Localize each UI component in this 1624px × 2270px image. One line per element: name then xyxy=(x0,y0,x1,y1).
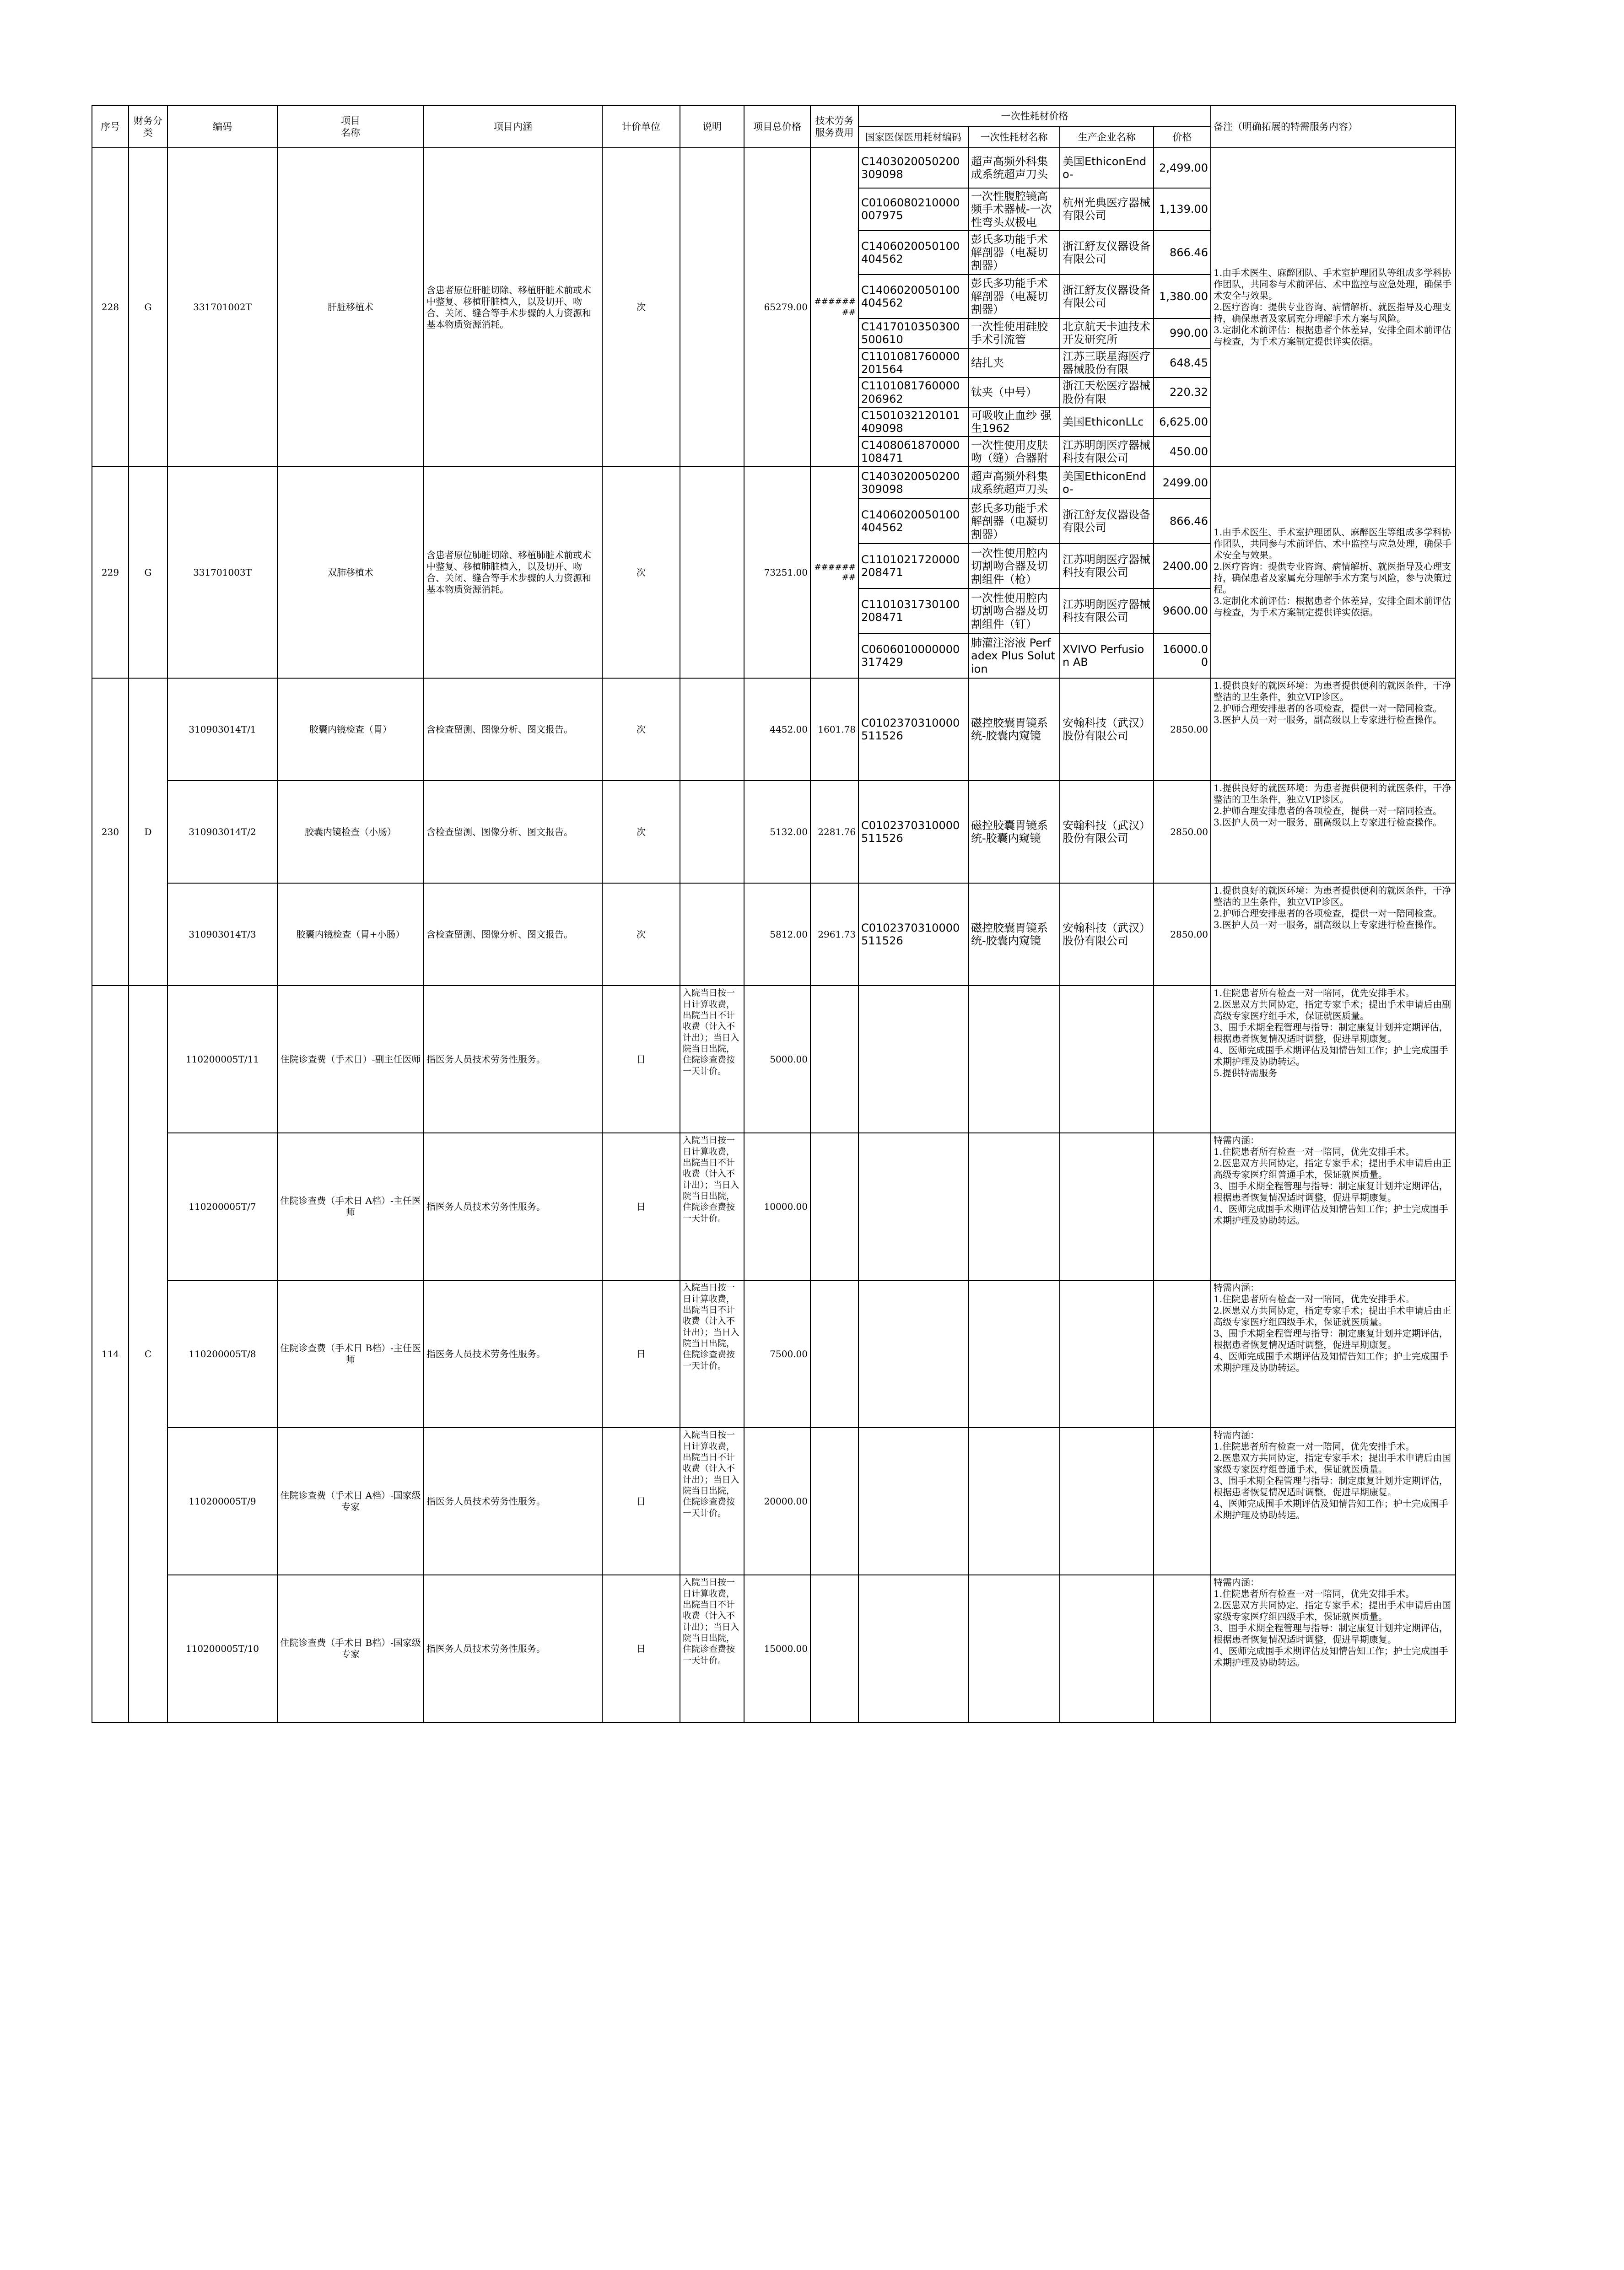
consumable-price: 2850.00 xyxy=(1154,781,1211,883)
table-row xyxy=(92,1428,1456,1575)
table-row xyxy=(92,1133,1456,1280)
consumable-maker xyxy=(1060,1133,1154,1280)
consumable-maker xyxy=(1060,1428,1154,1575)
consumable-maker: 江苏明朗医疗器械科技有限公司 xyxy=(1060,437,1154,467)
consumable-code: C1101081760000201564 xyxy=(858,348,968,378)
consumable-maker: 杭州光典医疗器械有限公司 xyxy=(1060,188,1154,231)
row-remark: 1.提供良好的就医环境：为患者提供便利的就医条件，干净整洁的卫生条件，独立VIP诊区。 2.护师合理安排患者的各项检查，提供一对一陪同检查。 3.医护人员一对一服务，副高级以上专家进行检查操作。 xyxy=(1211,781,1456,883)
row-remark: 1.住院患者所有检查一对一陪同，优先安排手术。 2.医患双方共同协定，指定专家手术；提出手术申请后由副高级专家医疗组手术，保证就医质量。 3、围手术期全程管理与指导：制定康复计划并定期评估，根据患者恢复情况适时调整，促进早期康复。 4、医师完成围手术期评估及知情告知工作；护士完成围手术期护理及协助转运。 5.提供特需服务 xyxy=(1211,986,1456,1133)
consumable-maker: XVIVO Perfusion AB xyxy=(1060,633,1154,678)
row-total-price: 65279.00 xyxy=(744,148,810,467)
consumable-code: C1417010350300500610 xyxy=(858,318,968,348)
consumable-maker: 美国EthiconLLc xyxy=(1060,407,1154,437)
consumable-price xyxy=(1154,1133,1211,1280)
row-total-price: 20000.00 xyxy=(744,1428,810,1575)
consumable-name: 结扎夹 xyxy=(968,348,1060,378)
header-finance-category: 财务分类 xyxy=(129,106,167,148)
row-note: 入院当日按一日计算收费，出院当日不计收费（计入不计出）；当日入院当日出院，住院诊查费按一天计价。 xyxy=(680,1575,744,1722)
consumable-name xyxy=(968,1133,1060,1280)
consumable-price: 450.00 xyxy=(1154,437,1211,467)
consumable-price: 1,139.00 xyxy=(1154,188,1211,231)
row-item-name: 住院诊查费（手术日 B档）-国家级专家 xyxy=(277,1575,424,1722)
row-note: 入院当日按一日计算收费，出院当日不计收费（计入不计出）；当日入院当日出院，住院诊查费按一天计价。 xyxy=(680,986,744,1133)
row-note: 入院当日按一日计算收费，出院当日不计收费（计入不计出）；当日入院当日出院，住院诊查费按一天计价。 xyxy=(680,1428,744,1575)
row-seq: 114 xyxy=(92,986,129,1722)
consumable-code: C0102370310000511526 xyxy=(858,678,968,781)
row-code: 310903014T/2 xyxy=(167,781,277,883)
consumable-price xyxy=(1154,1428,1211,1575)
row-note xyxy=(680,148,744,467)
row-seq: 228 xyxy=(92,148,129,467)
row-item-content: 含检查留测、图像分析、图文报告。 xyxy=(424,883,602,986)
row-note xyxy=(680,467,744,678)
consumable-price: 866.46 xyxy=(1154,231,1211,275)
consumable-code: C0102370310000511526 xyxy=(858,781,968,883)
row-item-name: 胶囊内镜检查（胃+小肠） xyxy=(277,883,424,986)
row-remark: 特需内涵： 1.住院患者所有检查一对一陪同，优先安排手术。 2.医患双方共同协定，指定专家手术；提出手术申请后由正高级专家医疗组四级手术，保证就医质量。 3、围手术期全程管理与指导：制定康复计划并定期评估，根据患者恢复情况适时调整，促进早期康复。 4、医师完成围手术期评估及知情告知工作；护士完成围手术期护理及协助转运。 xyxy=(1211,1280,1456,1428)
row-item-name: 双肺移植术 xyxy=(277,467,424,678)
header-consumable-price: 价格 xyxy=(1154,127,1211,148)
row-item-content: 指医务人员技术劳务性服务。 xyxy=(424,1133,602,1280)
row-unit: 次 xyxy=(602,781,680,883)
row-item-content: 含患者原位肝脏切除、移植肝脏术前或术中整复、移植肝脏植入，以及切开、吻合、关闭、缝合等手术步骤的人力资源和基本物质资源消耗。 xyxy=(424,148,602,467)
consumable-code: C1406020050100404562 xyxy=(858,499,968,544)
consumable-name: 一次性腹腔镜高频手术器械-一次性弯头双极电 xyxy=(968,188,1060,231)
row-total-price: 5000.00 xyxy=(744,986,810,1133)
row-note xyxy=(680,883,744,986)
table-row xyxy=(92,678,1456,781)
row-note: 入院当日按一日计算收费，出院当日不计收费（计入不计出）；当日入院当日出院，住院诊查费按一天计价。 xyxy=(680,1280,744,1428)
consumable-code: C1406020050100404562 xyxy=(858,231,968,275)
table-row xyxy=(92,781,1456,883)
row-item-name: 胶囊内镜检查（胃） xyxy=(277,678,424,781)
row-remark: 1.由手术医生、麻醉团队、手术室护理团队等组成多学科协作团队，共同参与术前评估、术中监控与应急处理，确保手术安全与效果。 2.医疗咨询：提供专业咨询、病情解析、就医指导及心理支持，确保患者及家属充分理解手术方案与风险。 3.定制化术前评估：根据患者个体差异，安排全面术前评估与检查，为手术方案制定提供详实依据。 xyxy=(1211,148,1456,467)
row-item-name: 肝脏移植术 xyxy=(277,148,424,467)
consumable-maker: 安翰科技（武汉）股份有限公司 xyxy=(1060,678,1154,781)
consumable-maker xyxy=(1060,1280,1154,1428)
row-labor-fee: 2961.73 xyxy=(810,883,858,986)
consumable-maker: 浙江舒友仪器设备有限公司 xyxy=(1060,231,1154,275)
consumable-code: C1403020050200309098 xyxy=(858,148,968,188)
consumable-code xyxy=(858,1133,968,1280)
header-code: 编码 xyxy=(167,106,277,148)
row-item-name: 住院诊查费（手术日 A档）-主任医师 xyxy=(277,1133,424,1280)
consumable-code: C0606010000000317429 xyxy=(858,633,968,678)
row-labor-fee xyxy=(810,1280,858,1428)
consumable-maker: 安翰科技（武汉）股份有限公司 xyxy=(1060,883,1154,986)
consumable-price xyxy=(1154,1575,1211,1722)
row-total-price: 15000.00 xyxy=(744,1575,810,1722)
consumable-price: 2850.00 xyxy=(1154,883,1211,986)
consumable-name xyxy=(968,1575,1060,1722)
consumable-name: 钛夹（中号） xyxy=(968,377,1060,407)
row-total-price: 4452.00 xyxy=(744,678,810,781)
consumable-name: 磁控胶囊胃镜系统-胶囊内窥镜 xyxy=(968,781,1060,883)
row-total-price: 73251.00 xyxy=(744,467,810,678)
consumable-name xyxy=(968,1280,1060,1428)
consumable-code xyxy=(858,1575,968,1722)
consumable-code xyxy=(858,1280,968,1428)
header-consumable-name: 一次性耗材名称 xyxy=(968,127,1060,148)
row-labor-fee: ######## xyxy=(810,467,858,678)
row-seq: 230 xyxy=(92,678,129,986)
row-unit: 次 xyxy=(602,467,680,678)
table-row xyxy=(92,986,1456,1133)
row-seq: 229 xyxy=(92,467,129,678)
row-total-price: 5132.00 xyxy=(744,781,810,883)
row-labor-fee xyxy=(810,1133,858,1280)
consumable-name: 磁控胶囊胃镜系统-胶囊内窥镜 xyxy=(968,678,1060,781)
row-code: 110200005T/10 xyxy=(167,1575,277,1722)
row-unit: 次 xyxy=(602,883,680,986)
row-labor-fee xyxy=(810,1428,858,1575)
table-row xyxy=(92,883,1456,986)
row-labor-fee xyxy=(810,1575,858,1722)
consumable-maker: 浙江天松医疗器械股份有限 xyxy=(1060,377,1154,407)
consumable-maker: 北京航天卡迪技术开发研究所 xyxy=(1060,318,1154,348)
header-seq: 序号 xyxy=(92,106,129,148)
row-item-content: 指医务人员技术劳务性服务。 xyxy=(424,1280,602,1428)
consumable-price: 2850.00 xyxy=(1154,678,1211,781)
consumable-price xyxy=(1154,1280,1211,1428)
row-finance-category: G xyxy=(129,467,167,678)
row-item-content: 指医务人员技术劳务性服务。 xyxy=(424,1428,602,1575)
row-unit: 次 xyxy=(602,148,680,467)
row-note xyxy=(680,781,744,883)
row-labor-fee xyxy=(810,986,858,1133)
header-note: 说明 xyxy=(680,106,744,148)
consumable-price: 2,499.00 xyxy=(1154,148,1211,188)
row-finance-category: D xyxy=(129,678,167,986)
header-item-name: 项目 名称 xyxy=(277,106,424,148)
row-unit: 日 xyxy=(602,1280,680,1428)
consumable-code xyxy=(858,1428,968,1575)
header-labor-fee: 技术劳务服务费用 xyxy=(810,106,858,148)
consumable-maker xyxy=(1060,1575,1154,1722)
consumable-price: 2499.00 xyxy=(1154,467,1211,499)
row-code: 110200005T/7 xyxy=(167,1133,277,1280)
consumable-code: C0102370310000511526 xyxy=(858,883,968,986)
row-code: 110200005T/11 xyxy=(167,986,277,1133)
consumable-maker: 浙江舒友仪器设备有限公司 xyxy=(1060,275,1154,318)
row-finance-category: G xyxy=(129,148,167,467)
row-item-content: 含检查留测、图像分析、图文报告。 xyxy=(424,678,602,781)
consumable-name: 一次性使用硅胶手术引流管 xyxy=(968,318,1060,348)
table-row xyxy=(92,1280,1456,1428)
header-consumables-group: 一次性耗材价格 xyxy=(858,106,1211,127)
header-remark: 备注（明确拓展的特需服务内容） xyxy=(1211,106,1456,148)
consumable-maker: 美国EthiconEndo- xyxy=(1060,148,1154,188)
row-total-price: 7500.00 xyxy=(744,1280,810,1428)
consumable-maker: 江苏三联星海医疗器械股份有限 xyxy=(1060,348,1154,378)
row-remark: 特需内涵： 1.住院患者所有检查一对一陪同，优先安排手术。 2.医患双方共同协定，指定专家手术；提出手术申请后由国家级专家医疗组四级手术，保证就医质量。 3、围手术期全程管理与指导：制定康复计划并定期评估，根据患者恢复情况适时调整，促进早期康复。 4、医师完成围手术期评估及知情告知工作；护士完成围手术期护理及协助转运。 xyxy=(1211,1575,1456,1722)
row-item-content: 指医务人员技术劳务性服务。 xyxy=(424,1575,602,1722)
consumable-price: 648.45 xyxy=(1154,348,1211,378)
consumable-price: 990.00 xyxy=(1154,318,1211,348)
row-note: 入院当日按一日计算收费，出院当日不计收费（计入不计出）；当日入院当日出院，住院诊查费按一天计价。 xyxy=(680,1133,744,1280)
row-labor-fee: 1601.78 xyxy=(810,678,858,781)
consumable-maker: 江苏明朗医疗器械科技有限公司 xyxy=(1060,588,1154,633)
consumable-name xyxy=(968,986,1060,1133)
row-remark: 1.由手术医生、手术室护理团队、麻醉医生等组成多学科协作团队，共同参与术前评估、术中监控与应急处理，确保手术安全与效果。 2.医疗咨询：提供专业咨询、病情解析、就医指导及心理支持，确保患者及家属充分理解手术方案与风险，参与决策过程。 3.定制化术前评估：根据患者个体差异，安排全面术前评估与检查，为手术方案制定提供详实依据。 xyxy=(1211,467,1456,678)
row-total-price: 5812.00 xyxy=(744,883,810,986)
consumable-price xyxy=(1154,986,1211,1133)
consumable-price: 16000.00 xyxy=(1154,633,1211,678)
table-row xyxy=(92,467,1456,499)
consumable-name: 彭氏多功能手术解剖器（电凝切割器） xyxy=(968,231,1060,275)
consumable-name: 超声高频外科集成系统超声刀头 xyxy=(968,467,1060,499)
row-code: 331701003T xyxy=(167,467,277,678)
consumable-name: 肺灌注溶液 Perfadex Plus Solution xyxy=(968,633,1060,678)
row-code: 331701002T xyxy=(167,148,277,467)
consumable-code: C1408061870000108471 xyxy=(858,437,968,467)
consumable-maker: 江苏明朗医疗器械科技有限公司 xyxy=(1060,544,1154,588)
consumable-name: 超声高频外科集成系统超声刀头 xyxy=(968,148,1060,188)
consumable-name: 一次性使用腔内切割吻合器及切割组件（钉） xyxy=(968,588,1060,633)
row-remark: 特需内涵： 1.住院患者所有检查一对一陪同，优先安排手术。 2.医患双方共同协定，指定专家手术；提出手术申请后由国家级专家医疗组普通手术，保证就医质量。 3、围手术期全程管理与指导：制定康复计划并定期评估，根据患者恢复情况适时调整，促进早期康复。 4、医师完成围手术期评估及知情告知工作；护士完成围手术期护理及协助转运。 xyxy=(1211,1428,1456,1575)
consumable-maker: 美国EthiconEndo- xyxy=(1060,467,1154,499)
consumable-price: 6,625.00 xyxy=(1154,407,1211,437)
row-remark: 1.提供良好的就医环境：为患者提供便利的就医条件，干净整洁的卫生条件，独立VIP诊区。 2.护师合理安排患者的各项检查，提供一对一陪同检查。 3.医护人员一对一服务，副高级以上专家进行检查操作。 xyxy=(1211,883,1456,986)
row-code: 110200005T/9 xyxy=(167,1428,277,1575)
consumable-price: 1,380.00 xyxy=(1154,275,1211,318)
row-unit: 次 xyxy=(602,678,680,781)
consumable-name: 一次性使用皮肤吻（缝）合器附 xyxy=(968,437,1060,467)
row-labor-fee: 2281.76 xyxy=(810,781,858,883)
row-item-name: 住院诊查费（手术日 A档）-国家级专家 xyxy=(277,1428,424,1575)
consumable-price: 220.32 xyxy=(1154,377,1211,407)
row-unit: 日 xyxy=(602,1133,680,1280)
row-finance-category: C xyxy=(129,986,167,1722)
row-remark: 1.提供良好的就医环境：为患者提供便利的就医条件，干净整洁的卫生条件，独立VIP诊区。 2.护师合理安排患者的各项检查，提供一对一陪同检查。 3.医护人员一对一服务，副高级以上专家进行检查操作。 xyxy=(1211,678,1456,781)
consumable-code xyxy=(858,986,968,1133)
row-item-name: 住院诊查费（手术日）-副主任医师 xyxy=(277,986,424,1133)
row-labor-fee: ######## xyxy=(810,148,858,467)
consumable-code: C1101081760000206962 xyxy=(858,377,968,407)
row-code: 110200005T/8 xyxy=(167,1280,277,1428)
consumable-maker: 浙江舒友仪器设备有限公司 xyxy=(1060,499,1154,544)
consumable-code: C1501032120101409098 xyxy=(858,407,968,437)
consumable-code: C1101021720000208471 xyxy=(858,544,968,588)
row-item-content: 指医务人员技术劳务性服务。 xyxy=(424,986,602,1133)
consumable-name: 彭氏多功能手术解剖器（电凝切割器） xyxy=(968,499,1060,544)
table-row xyxy=(92,1575,1456,1722)
row-unit: 日 xyxy=(602,1428,680,1575)
fee-table xyxy=(92,105,1456,1723)
consumable-name: 一次性使用腔内切割吻合器及切割组件（枪） xyxy=(968,544,1060,588)
row-unit: 日 xyxy=(602,986,680,1133)
row-total-price: 10000.00 xyxy=(744,1133,810,1280)
header-consumable-code: 国家医保医用耗材编码 xyxy=(858,127,968,148)
row-item-name: 住院诊查费（手术日 B档）-主任医师 xyxy=(277,1280,424,1428)
consumable-price: 2400.00 xyxy=(1154,544,1211,588)
header-item-content: 项目内涵 xyxy=(424,106,602,148)
row-note xyxy=(680,678,744,781)
consumable-name xyxy=(968,1428,1060,1575)
consumable-code: C1406020050100404562 xyxy=(858,275,968,318)
row-item-content: 含检查留测、图像分析、图文报告。 xyxy=(424,781,602,883)
row-code: 310903014T/1 xyxy=(167,678,277,781)
row-remark: 特需内涵： 1.住院患者所有检查一对一陪同，优先安排手术。 2.医患双方共同协定，指定专家手术；提出手术申请后由正高级专家医疗组普通手术，保证就医质量。 3、围手术期全程管理与指导：制定康复计划并定期评估，根据患者恢复情况适时调整，促进早期康复。 4、医师完成围手术期评估及知情告知工作；护士完成围手术期护理及协助转运。 xyxy=(1211,1133,1456,1280)
consumable-price: 866.46 xyxy=(1154,499,1211,544)
consumable-name: 可吸收止血纱 强生1962 xyxy=(968,407,1060,437)
row-code: 310903014T/3 xyxy=(167,883,277,986)
row-unit: 日 xyxy=(602,1575,680,1722)
consumable-maker: 安翰科技（武汉）股份有限公司 xyxy=(1060,781,1154,883)
header-total-price: 项目总价格 xyxy=(744,106,810,148)
consumable-code: C0106080210000007975 xyxy=(858,188,968,231)
table-row xyxy=(92,148,1456,188)
consumable-code: C1101031730100208471 xyxy=(858,588,968,633)
consumable-name: 磁控胶囊胃镜系统-胶囊内窥镜 xyxy=(968,883,1060,986)
row-item-name: 胶囊内镜检查（小肠） xyxy=(277,781,424,883)
consumable-maker xyxy=(1060,986,1154,1133)
row-item-content: 含患者原位肺脏切除、移植肺脏术前或术中整复、移植肺脏植入，以及切开、吻合、关闭、缝合等手术步骤的人力资源和基本物质资源消耗。 xyxy=(424,467,602,678)
header-unit: 计价单位 xyxy=(602,106,680,148)
consumable-price: 9600.00 xyxy=(1154,588,1211,633)
header-consumable-maker: 生产企业名称 xyxy=(1060,127,1154,148)
consumable-code: C1403020050200309098 xyxy=(858,467,968,499)
consumable-name: 彭氏多功能手术解剖器（电凝切割器） xyxy=(968,275,1060,318)
